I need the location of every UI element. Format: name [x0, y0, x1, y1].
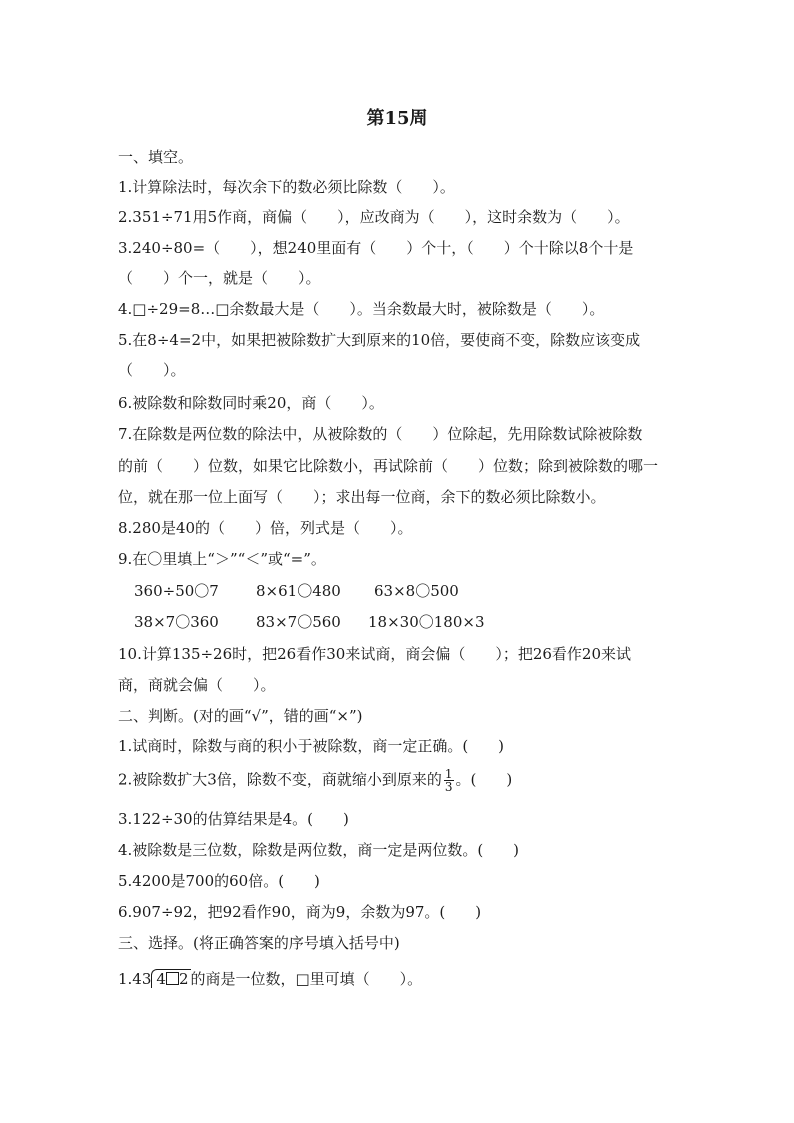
fraction-numerator: 1	[444, 767, 453, 781]
fill-q7-line3: 位，就在那一位上面写（ ）；求出每一位商，余下的数必须比除数小。	[118, 488, 606, 506]
compare-item: 8×61〇480	[256, 582, 341, 600]
blank-square-icon	[166, 972, 179, 985]
fill-q2: 2.351÷71用5作商，商偏（ ），应改商为（ ），这时余数为（ ）。	[118, 208, 630, 226]
section-fill-blank-heading: 一、填空。	[118, 148, 194, 166]
compare-item: 38×7〇360	[134, 613, 219, 631]
dividend-digit: 4	[156, 970, 166, 988]
compare-item: 360÷50〇7	[134, 582, 219, 600]
fill-q5-line1: 5.在8÷4=2中，如果把被除数扩大到原来的10倍，要使商不变，除数应该变成	[118, 331, 641, 349]
fraction-one-third	[444, 768, 454, 793]
choice-q1-divisor: 1.43	[118, 970, 152, 988]
compare-item: 63×8〇500	[374, 582, 459, 600]
judge-q4: 4.被除数是三位数，除数是两位数，商一定是两位数。( )	[118, 841, 520, 859]
fill-q8: 8.280是40的（ ）倍，列式是（ ）。	[118, 519, 413, 537]
fill-q1: 1.计算除法时，每次余下的数必须比除数（ ）。	[118, 178, 455, 196]
compare-item: 18×30〇180×3	[368, 613, 485, 631]
fill-q10-line1: 10.计算135÷26时，把26看作30来试商，商会偏（ ）；把26看作20来试	[118, 645, 631, 663]
long-division-sign	[151, 968, 190, 990]
judge-q5: 5.4200是700的60倍。( )	[118, 872, 320, 890]
section-choice-heading: 三、选择。(将正确答案的序号填入括号中)	[118, 934, 400, 952]
dividend	[151, 969, 190, 988]
fill-q6: 6.被除数和除数同时乘20，商（ ）。	[118, 394, 384, 412]
judge-q2-text: 2.被除数扩大3倍，除数不变，商就缩小到原来的	[118, 770, 442, 789]
page-title: 第15周	[366, 108, 428, 129]
fill-q4: 4.□÷29=8…□余数最大是（ ）。当余数最大时，被除数是（ ）。	[118, 300, 605, 318]
fill-q7-line2: 的前（ ）位数，如果它比除数小，再试除前（ ）位数；除到被除数的哪一	[118, 457, 659, 475]
judge-q3: 3.122÷30的估算结果是4。( )	[118, 810, 349, 828]
dividend-digit: 2	[178, 970, 189, 988]
section-judge-heading: 二、判断。(对的画“√”，错的画“×”)	[118, 707, 363, 725]
judge-q6: 6.907÷92，把92看作90，商为9，余数为97。( )	[118, 903, 482, 921]
compare-row-1	[134, 580, 459, 602]
choice-q1-text: 的商是一位数，□里可填（ ）。	[190, 970, 423, 988]
fill-q5-line2: （ ）。	[118, 361, 186, 379]
compare-item: 83×7〇560	[256, 613, 341, 631]
compare-row-2	[134, 611, 485, 633]
choice-q1	[118, 968, 422, 990]
fill-q3-line2: （ ）个一，就是（ ）。	[118, 269, 321, 287]
judge-q2	[118, 768, 512, 793]
fill-q10-line2: 商，商就会偏（ ）。	[118, 676, 276, 694]
judge-q2-bracket: 。( )	[455, 770, 513, 789]
judge-q1: 1.试商时，除数与商的积小于被除数，商一定正确。( )	[118, 737, 505, 755]
fill-q7-line1: 7.在除数是两位数的除法中，从被除数的（ ）位除起，先用除数试除被除数	[118, 425, 643, 443]
fill-q9: 9.在〇里填上“＞”“＜”或“=”。	[118, 550, 326, 568]
fraction-denominator: 3	[444, 780, 453, 794]
fill-q3-line1: 3.240÷80=（ ），想240里面有（ ）个十，（ ）个十除以8个十是	[118, 239, 634, 257]
